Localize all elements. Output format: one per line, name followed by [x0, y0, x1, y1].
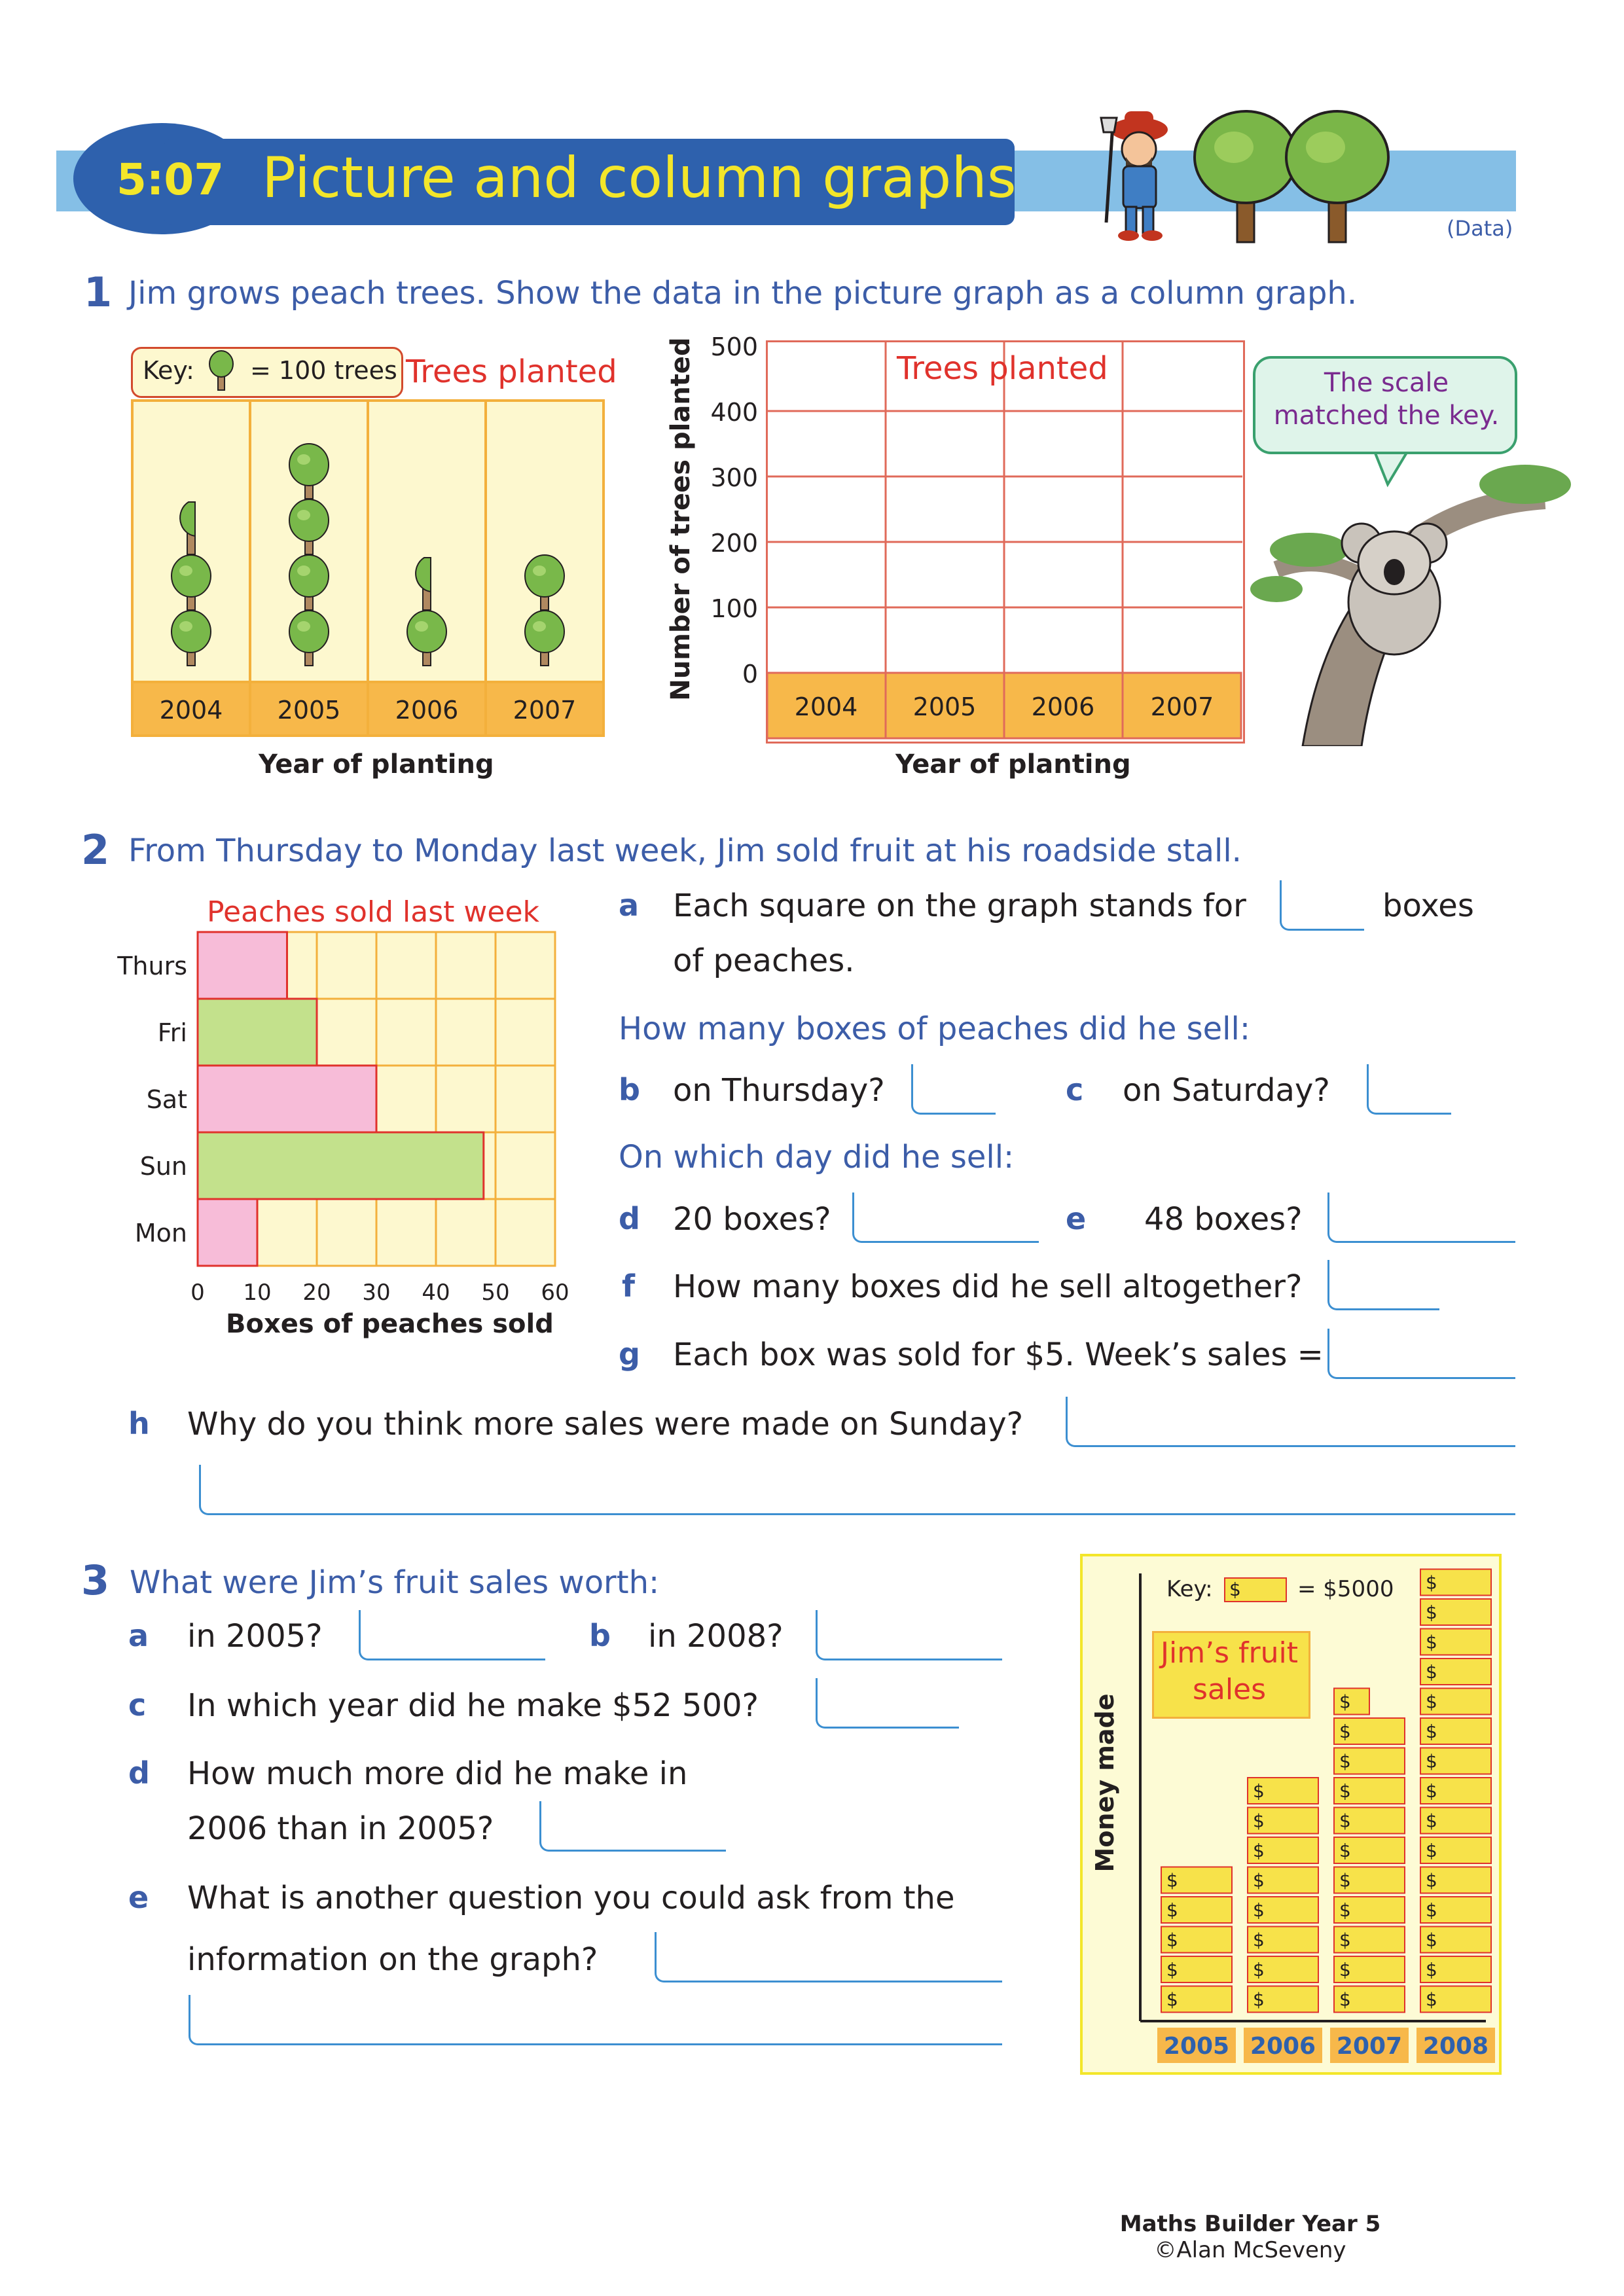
dollar-box — [1420, 1808, 1491, 1834]
dollar-box — [1334, 1897, 1405, 1923]
y-tick-label: 400 — [710, 398, 758, 427]
svg-text:$: $ — [1253, 1780, 1265, 1802]
svg-text:$: $ — [1426, 1869, 1437, 1892]
part-a-text-3: of peaches. — [673, 942, 855, 979]
answer-3d[interactable] — [539, 1801, 726, 1852]
fruit-key-label: Key: — [1166, 1576, 1213, 1602]
column-graph-title: Trees planted — [897, 350, 1108, 387]
svg-text:$: $ — [1166, 1869, 1178, 1892]
svg-text:$: $ — [1339, 1840, 1351, 1861]
q3-part-d-text: How much more did he make in — [187, 1755, 688, 1792]
part-a-text: Each square on the graph stands for — [673, 888, 1246, 924]
speech-line-1: The scale — [1324, 368, 1449, 398]
farmer-icon — [1101, 111, 1168, 241]
dollar-box — [1334, 1778, 1405, 1804]
key-tree-icon — [208, 350, 234, 391]
part-d-label: d — [619, 1201, 640, 1236]
dollar-box — [1334, 1867, 1405, 1893]
question-2-number: 2 — [81, 826, 110, 874]
part-b-label: b — [619, 1072, 640, 1107]
question-1-text: Jim grows peach trees. Show the data in the picture graph as a column graph. — [128, 275, 1358, 312]
picture-graph — [131, 399, 609, 740]
column-year-label: 2005 — [912, 692, 977, 721]
q3-part-b-text: in 2008? — [648, 1618, 784, 1655]
dollar-box — [1334, 1927, 1405, 1953]
fruit-year-label — [1157, 2028, 1236, 2063]
fruit-year-label — [1416, 2028, 1495, 2063]
dollar-box — [1334, 1986, 1405, 2013]
question-3-text: What were Jim’s fruit sales worth: — [130, 1564, 660, 1601]
picture-year-label: 2007 — [513, 696, 577, 725]
dollar-box — [1420, 1718, 1491, 1744]
peach-x-tick: 20 — [302, 1280, 331, 1306]
svg-text:2006: 2006 — [1250, 2033, 1316, 2060]
how-many-prompt: How many boxes of peaches did he sell: — [619, 1011, 1250, 1047]
column-year-label: 2006 — [1031, 692, 1095, 721]
answer-3b[interactable] — [816, 1610, 1002, 1660]
peach-day-label: Sat — [146, 1085, 187, 1114]
fruit-chart-ylabel: Money made — [1091, 1693, 1119, 1873]
answer-2b[interactable] — [911, 1064, 996, 1115]
part-c-label: c — [1066, 1072, 1084, 1107]
dollar-box — [1248, 1867, 1318, 1893]
svg-text:$: $ — [1339, 1691, 1351, 1713]
part-g-label: g — [619, 1336, 640, 1372]
dollar-box — [1334, 1837, 1405, 1863]
svg-text:$: $ — [1426, 1691, 1437, 1713]
dollar-box — [1420, 1570, 1491, 1596]
dollar-box — [1420, 1629, 1491, 1655]
question-1-number: 1 — [84, 268, 113, 316]
column-year-label: 2007 — [1150, 692, 1214, 721]
svg-text:$: $ — [1166, 1959, 1178, 1981]
question-3-number: 3 — [81, 1556, 110, 1604]
part-h-label: h — [128, 1406, 150, 1441]
q3-part-c-label: c — [128, 1687, 147, 1723]
tree-icon — [1286, 111, 1388, 242]
dollar-box — [1334, 1748, 1405, 1774]
peach-x-tick: 30 — [362, 1280, 391, 1306]
dollar-box — [1420, 1837, 1491, 1863]
answer-2d[interactable] — [852, 1193, 1039, 1243]
column-graph-ylabel: Number of trees planted — [666, 337, 696, 701]
svg-text:2008: 2008 — [1422, 2033, 1489, 2060]
part-h-text: Why do you think more sales were made on Sunday? — [187, 1406, 1024, 1443]
question-2-text: From Thursday to Monday last week, Jim sold fruit at his roadside stall. — [128, 833, 1242, 869]
which-day-prompt: On which day did he sell: — [619, 1139, 1015, 1175]
svg-text:$: $ — [1426, 1631, 1437, 1653]
q3-part-a-text: in 2005? — [187, 1618, 323, 1655]
dollar-box — [1248, 1808, 1318, 1834]
svg-text:$: $ — [1339, 1899, 1351, 1921]
speech-line-2: matched the key. — [1273, 401, 1500, 431]
part-b-text: on Thursday? — [673, 1072, 885, 1109]
q3-part-b-label: b — [589, 1618, 611, 1653]
part-f-text: How many boxes did he sell altogether? — [673, 1268, 1303, 1305]
svg-text:$: $ — [1166, 1899, 1178, 1921]
dollar-box — [1161, 1897, 1232, 1923]
dollar-box — [1420, 1897, 1491, 1923]
svg-text:$: $ — [1426, 1750, 1437, 1772]
q3-part-e-text-2: information on the graph? — [187, 1941, 598, 1978]
svg-text:$: $ — [1253, 1959, 1265, 1981]
svg-text:$: $ — [1426, 1840, 1437, 1861]
svg-text:$: $ — [1253, 1899, 1265, 1921]
svg-text:$: $ — [1339, 1988, 1351, 2011]
part-a-label: a — [619, 888, 640, 923]
answer-2e[interactable] — [1327, 1193, 1515, 1243]
svg-text:$: $ — [1253, 1929, 1265, 1951]
picture-graph-title: Trees planted — [406, 353, 617, 390]
svg-text:$: $ — [1426, 1929, 1437, 1951]
svg-text:$: $ — [1426, 1661, 1437, 1683]
dollar-box — [1161, 1956, 1232, 1982]
picture-graph-xlabel: Year of planting — [259, 749, 494, 780]
svg-text:$: $ — [1426, 1959, 1437, 1981]
picture-key-value: = 100 trees — [250, 356, 397, 385]
column-graph-grid — [766, 340, 1244, 740]
svg-text:$: $ — [1339, 1780, 1351, 1802]
svg-text:$: $ — [1339, 1721, 1351, 1742]
part-d-text: 20 boxes? — [673, 1201, 831, 1238]
answer-3c[interactable] — [816, 1678, 959, 1729]
footer-book-title: Maths Builder Year 5 — [1119, 2211, 1381, 2237]
dollar-box — [1420, 1867, 1491, 1893]
answer-2a[interactable] — [1280, 880, 1364, 931]
peach-day-label: Mon — [134, 1219, 187, 1247]
picture-year-label: 2005 — [277, 696, 341, 725]
y-tick-label: 300 — [710, 463, 758, 492]
svg-text:$: $ — [1426, 1810, 1437, 1832]
svg-text:2005: 2005 — [1163, 2033, 1230, 2060]
dollar-box — [1420, 1956, 1491, 1982]
peach-bar — [198, 932, 287, 999]
answer-2g[interactable] — [1327, 1329, 1515, 1379]
dollar-box — [1334, 1808, 1405, 1834]
svg-text:$: $ — [1339, 1929, 1351, 1951]
peach-day-label: Thurs — [117, 952, 187, 980]
dollar-box — [1161, 1986, 1232, 2013]
dollar-box — [1420, 1599, 1491, 1625]
dollar-box — [1248, 1837, 1318, 1863]
footer-copyright: ©Alan McSeveny — [1154, 2237, 1346, 2263]
fruit-key-dollar-box — [1224, 1577, 1287, 1602]
peach-x-tick: 10 — [243, 1280, 272, 1306]
svg-text:$: $ — [1253, 1988, 1265, 2011]
svg-text:$: $ — [1253, 1840, 1265, 1861]
q3-part-d-text-2: 2006 than in 2005? — [187, 1810, 494, 1847]
page-title: Picture and column graphs — [262, 145, 1017, 211]
farmer-trees-illustration — [1087, 85, 1427, 249]
svg-text:$: $ — [1339, 1869, 1351, 1892]
answer-2h-line-2[interactable] — [199, 1465, 1515, 1515]
section-number: 5:07 — [117, 154, 225, 205]
picture-year-label: 2004 — [159, 696, 223, 725]
fruit-year-label — [1244, 2028, 1322, 2063]
y-tick-label: 0 — [742, 660, 758, 689]
fruit-chart-title-2: sales — [1192, 1673, 1267, 1706]
peaches-chart-xlabel: Boxes of peaches sold — [226, 1309, 554, 1339]
peaches-bar-chart — [111, 929, 583, 1348]
tree-icon — [1195, 111, 1297, 242]
dollar-box — [1420, 1689, 1491, 1715]
svg-text:$: $ — [1426, 1780, 1437, 1802]
dollar-box — [1248, 1986, 1318, 2013]
y-tick-label: 500 — [710, 332, 758, 361]
dollar-box — [1248, 1956, 1318, 1982]
svg-text:$: $ — [1339, 1959, 1351, 1981]
peach-x-tick: 60 — [541, 1280, 569, 1306]
svg-text:$: $ — [1339, 1750, 1351, 1772]
strand-label: (Data) — [1447, 216, 1513, 241]
dollar-box — [1420, 1659, 1491, 1685]
answer-2f[interactable] — [1327, 1260, 1439, 1310]
svg-text:$: $ — [1426, 1571, 1437, 1594]
peach-bar — [198, 1199, 257, 1266]
column-year-label: 2004 — [794, 692, 858, 721]
column-graph-xlabel: Year of planting — [895, 749, 1131, 780]
svg-text:$: $ — [1339, 1810, 1351, 1832]
answer-3e-line-2[interactable] — [189, 1995, 1002, 2045]
part-a-text-2: boxes — [1382, 888, 1474, 924]
peach-bar — [198, 999, 317, 1066]
part-e-label: e — [1066, 1201, 1087, 1236]
part-f-label: f — [622, 1268, 636, 1304]
dollar-box — [1420, 1778, 1491, 1804]
svg-text:$: $ — [1426, 1899, 1437, 1921]
y-tick-label: 100 — [710, 594, 758, 623]
answer-3a[interactable] — [359, 1610, 545, 1660]
svg-text:$: $ — [1426, 1602, 1437, 1623]
q3-part-e-text: What is another question you could ask from the — [187, 1880, 955, 1916]
part-c-text: on Saturday? — [1123, 1072, 1330, 1109]
picture-key-label: Key: — [143, 356, 194, 385]
q3-part-a-label: a — [128, 1618, 149, 1653]
svg-text:$: $ — [1253, 1810, 1265, 1832]
dollar-box — [1420, 1748, 1491, 1774]
dollar-box — [1161, 1927, 1232, 1953]
svg-text:$: $ — [1166, 1988, 1178, 2011]
answer-2h-line-1[interactable] — [1066, 1397, 1515, 1447]
dollar-box — [1248, 1897, 1318, 1923]
q3-part-d-label: d — [128, 1755, 150, 1791]
dollar-box — [1248, 1778, 1318, 1804]
dollar-box — [1334, 1718, 1405, 1744]
koala-icon — [1250, 465, 1571, 746]
peach-x-tick: 40 — [422, 1280, 450, 1306]
part-g-text: Each box was sold for $5. Week’s sales = — [673, 1336, 1324, 1373]
peach-bar — [198, 1066, 376, 1132]
peach-bar — [198, 1132, 484, 1199]
dollar-box — [1334, 1956, 1405, 1982]
dollar-box — [1420, 1986, 1491, 2013]
y-tick-label: 200 — [710, 529, 758, 558]
fruit-key-value: = $5000 — [1297, 1576, 1394, 1602]
fruit-key-symbol: $ — [1229, 1579, 1241, 1600]
dollar-box — [1161, 1867, 1232, 1893]
peach-day-label: Fri — [157, 1018, 187, 1047]
picture-year-label: 2006 — [395, 696, 459, 725]
svg-text:2007: 2007 — [1336, 2033, 1403, 2060]
peach-x-tick: 50 — [481, 1280, 510, 1306]
q3-part-c-text: In which year did he make $52 500? — [187, 1687, 759, 1724]
dollar-box — [1420, 1927, 1491, 1953]
dollar-box — [1334, 1689, 1369, 1715]
svg-text:$: $ — [1426, 1721, 1437, 1742]
dollar-box — [1248, 1927, 1318, 1953]
part-e-text: 48 boxes? — [1144, 1201, 1303, 1238]
svg-text:$: $ — [1166, 1929, 1178, 1951]
q3-part-e-label: e — [128, 1880, 149, 1915]
peach-day-label: Sun — [139, 1152, 187, 1181]
peach-x-tick: 0 — [190, 1280, 205, 1306]
fruit-year-label — [1330, 2028, 1409, 2063]
fruit-chart-title-1: Jim’s fruit — [1161, 1636, 1298, 1670]
peaches-chart-title: Peaches sold last week — [207, 895, 539, 929]
svg-text:$: $ — [1253, 1869, 1265, 1892]
svg-text:$: $ — [1426, 1988, 1437, 2011]
answer-2c[interactable] — [1367, 1064, 1451, 1115]
answer-3e-line-1[interactable] — [655, 1932, 1002, 1982]
